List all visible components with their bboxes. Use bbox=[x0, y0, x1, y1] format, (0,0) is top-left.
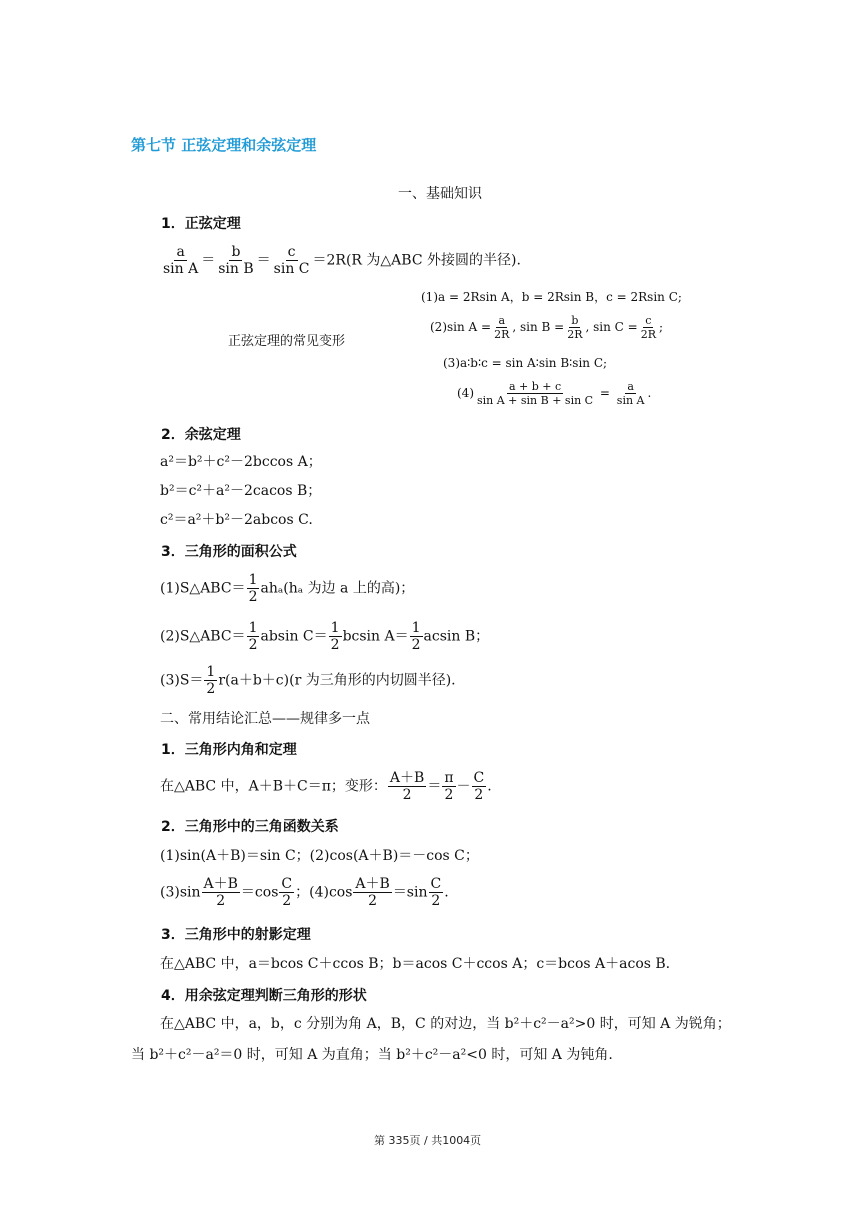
angle-sum-formula: 在△ABC 中，A＋B＋C＝π；变形： $\frac{A+B}{2}$ ＝ $\frac{\pi}{2}$ － $\frac{C}{2}$ . bbox=[160, 770, 492, 803]
variants-label: 正弦定理的常见变形 bbox=[228, 334, 346, 349]
judge-text-1: 在△ABC 中，a，b，c 分别为角 A，B，C 的对边，当 b²＋c²－a²>0 时，可知 A 为锐角； bbox=[160, 1016, 731, 1032]
heading-angle-sum: 1．三角形内角和定理 bbox=[161, 742, 297, 758]
trig-relations-1: (1)sin(A＋B)＝sin C；(2)cos(A＋B)＝－cos C； bbox=[160, 848, 479, 864]
cosine-law-1: a²＝b²＋c²－2bccos A； bbox=[160, 454, 322, 470]
projection-formula: 在△ABC 中，a＝bcos C＋ccos B；b＝acos C＋ccos A；c＝bcos A＋acos B. bbox=[160, 956, 671, 972]
heading-judge-shape: 4．用余弦定理判断三角形的形状 bbox=[161, 988, 367, 1004]
part2-title: 二、常用结论汇总——规律多一点 bbox=[160, 711, 370, 727]
fraction: $\frac{b}{\text{sin B}}$ bbox=[218, 244, 254, 277]
page-footer: 第 335页 / 共1004页 bbox=[374, 1134, 482, 1147]
area-formula-3: (3)S＝ $\frac{1}{2}$ r(a＋b＋c)(r 为三角形的内切圆半径). bbox=[160, 664, 456, 697]
fraction: $\frac{a}{\text{sin A}}$ bbox=[163, 244, 199, 277]
heading-projection: 3．三角形中的射影定理 bbox=[161, 927, 311, 943]
area-formula-1: (1)S△ABC＝ $\frac{1}{2}$ ahₐ(hₐ 为边 a 上的高)； bbox=[160, 572, 415, 605]
heading-area: 3．三角形的面积公式 bbox=[161, 544, 297, 560]
heading-cosine-law: 2．余弦定理 bbox=[161, 427, 241, 443]
variant-2: (2)sin A = $\frac{a}{2R}$ , sin B = $\frac{b}{2R}$ , sin C = $\frac{c}{2R}$ ; bbox=[430, 314, 664, 341]
judge-text-2: 当 b²＋c²－a²＝0 时，可知 A 为直角；当 b²＋c²－a²<0 时，可知 A 为钝角. bbox=[131, 1047, 613, 1063]
cosine-law-3: c²＝a²＋b²－2abcos C. bbox=[160, 512, 313, 528]
sine-law-formula: $\frac{a}{\text{sin A}}$ ＝ $\frac{b}{\text{sin B}}$ ＝ $\frac{c}{\text{sin C}}$ ＝2R(R 为△ABC 外接圆的半径). bbox=[163, 244, 521, 277]
heading-sine-law: 1．正弦定理 bbox=[161, 216, 241, 232]
variant-4: (4) $\frac{a + b + c}{\text{sin A + sin B + sin C}}$ = $\frac{a}{\text{sin A}}$ . bbox=[457, 380, 652, 407]
variant-3: (3)a∶b∶c = sin A∶sin B∶sin C; bbox=[443, 356, 608, 370]
variant-1: (1)a = 2Rsin A，b = 2Rsin B，c = 2Rsin C; bbox=[421, 290, 682, 304]
section-title: 第七节 正弦定理和余弦定理 bbox=[131, 136, 317, 154]
area-formula-2: (2)S△ABC＝ $\frac{1}{2}$ absin C＝ $\frac{1}{2}$ bcsin A＝ $\frac{1}{2}$ acsin B； bbox=[160, 620, 490, 653]
part1-title: 一、基础知识 bbox=[398, 186, 482, 202]
heading-trig-relations: 2．三角形中的三角函数关系 bbox=[161, 819, 339, 835]
trig-relations-2: (3)sin $\frac{A+B}{2}$ ＝cos $\frac{C}{2}$ ；(4)cos $\frac{A+B}{2}$ ＝sin $\frac{C}{2}$ . bbox=[160, 876, 449, 909]
cosine-law-2: b²＝c²＋a²－2cacos B； bbox=[160, 483, 322, 499]
fraction: $\frac{c}{\text{sin C}}$ bbox=[273, 244, 310, 277]
